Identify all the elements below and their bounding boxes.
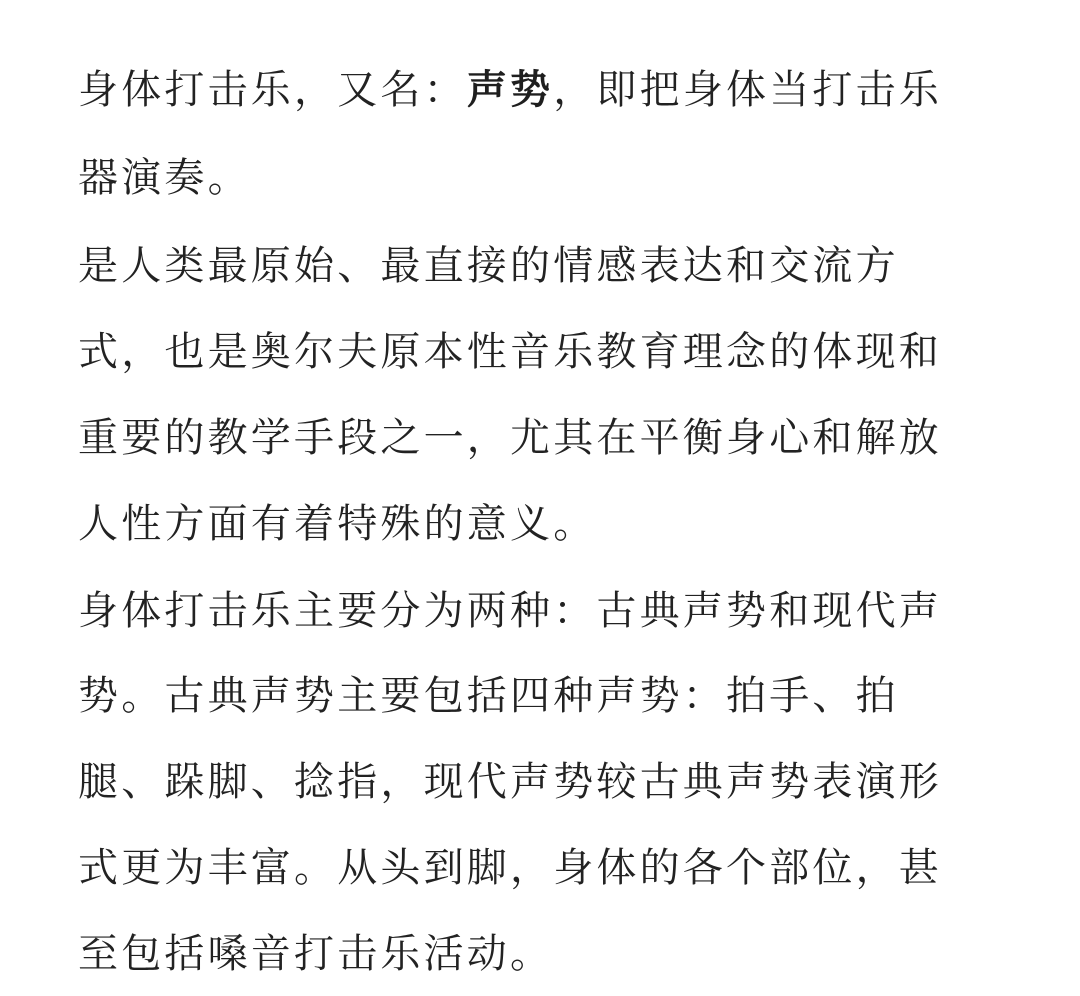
paragraph-2-line-4: 人性方面有着特殊的意义。	[78, 501, 597, 547]
paragraph-2-line-1: 是人类最原始、最直接的情感表达和交流方	[78, 243, 899, 289]
paragraph-1-line-2: 器演奏。	[78, 155, 251, 201]
paragraph-1-line-1	[78, 62, 942, 118]
paragraph-3-line-4: 式更为丰富。从头到脚，身体的各个部位，甚	[78, 845, 942, 891]
paragraph-1-text-lead: 身体打击乐，又名：	[78, 67, 467, 113]
paragraph-3-line-2: 势。古典声势主要包括四种声势：拍手、拍	[78, 673, 899, 719]
highlighted-term: 声势	[466, 67, 554, 113]
paragraph-3-line-1: 身体打击乐主要分为两种：古典声势和现代声	[78, 588, 942, 634]
paragraph-3-line-5: 至包括嗓音打击乐活动。	[78, 931, 554, 977]
paragraph-3-line-3: 腿、跺脚、捻指，现代声势较古典声势表演形	[78, 759, 942, 805]
paragraph-2-line-3: 重要的教学手段之一，尤其在平衡身心和解放	[78, 415, 942, 461]
paragraph-2-line-2: 式，也是奥尔夫原本性音乐教育理念的体现和	[78, 329, 942, 375]
paragraph-1-text-tail: ，即把身体当打击乐	[553, 67, 943, 113]
